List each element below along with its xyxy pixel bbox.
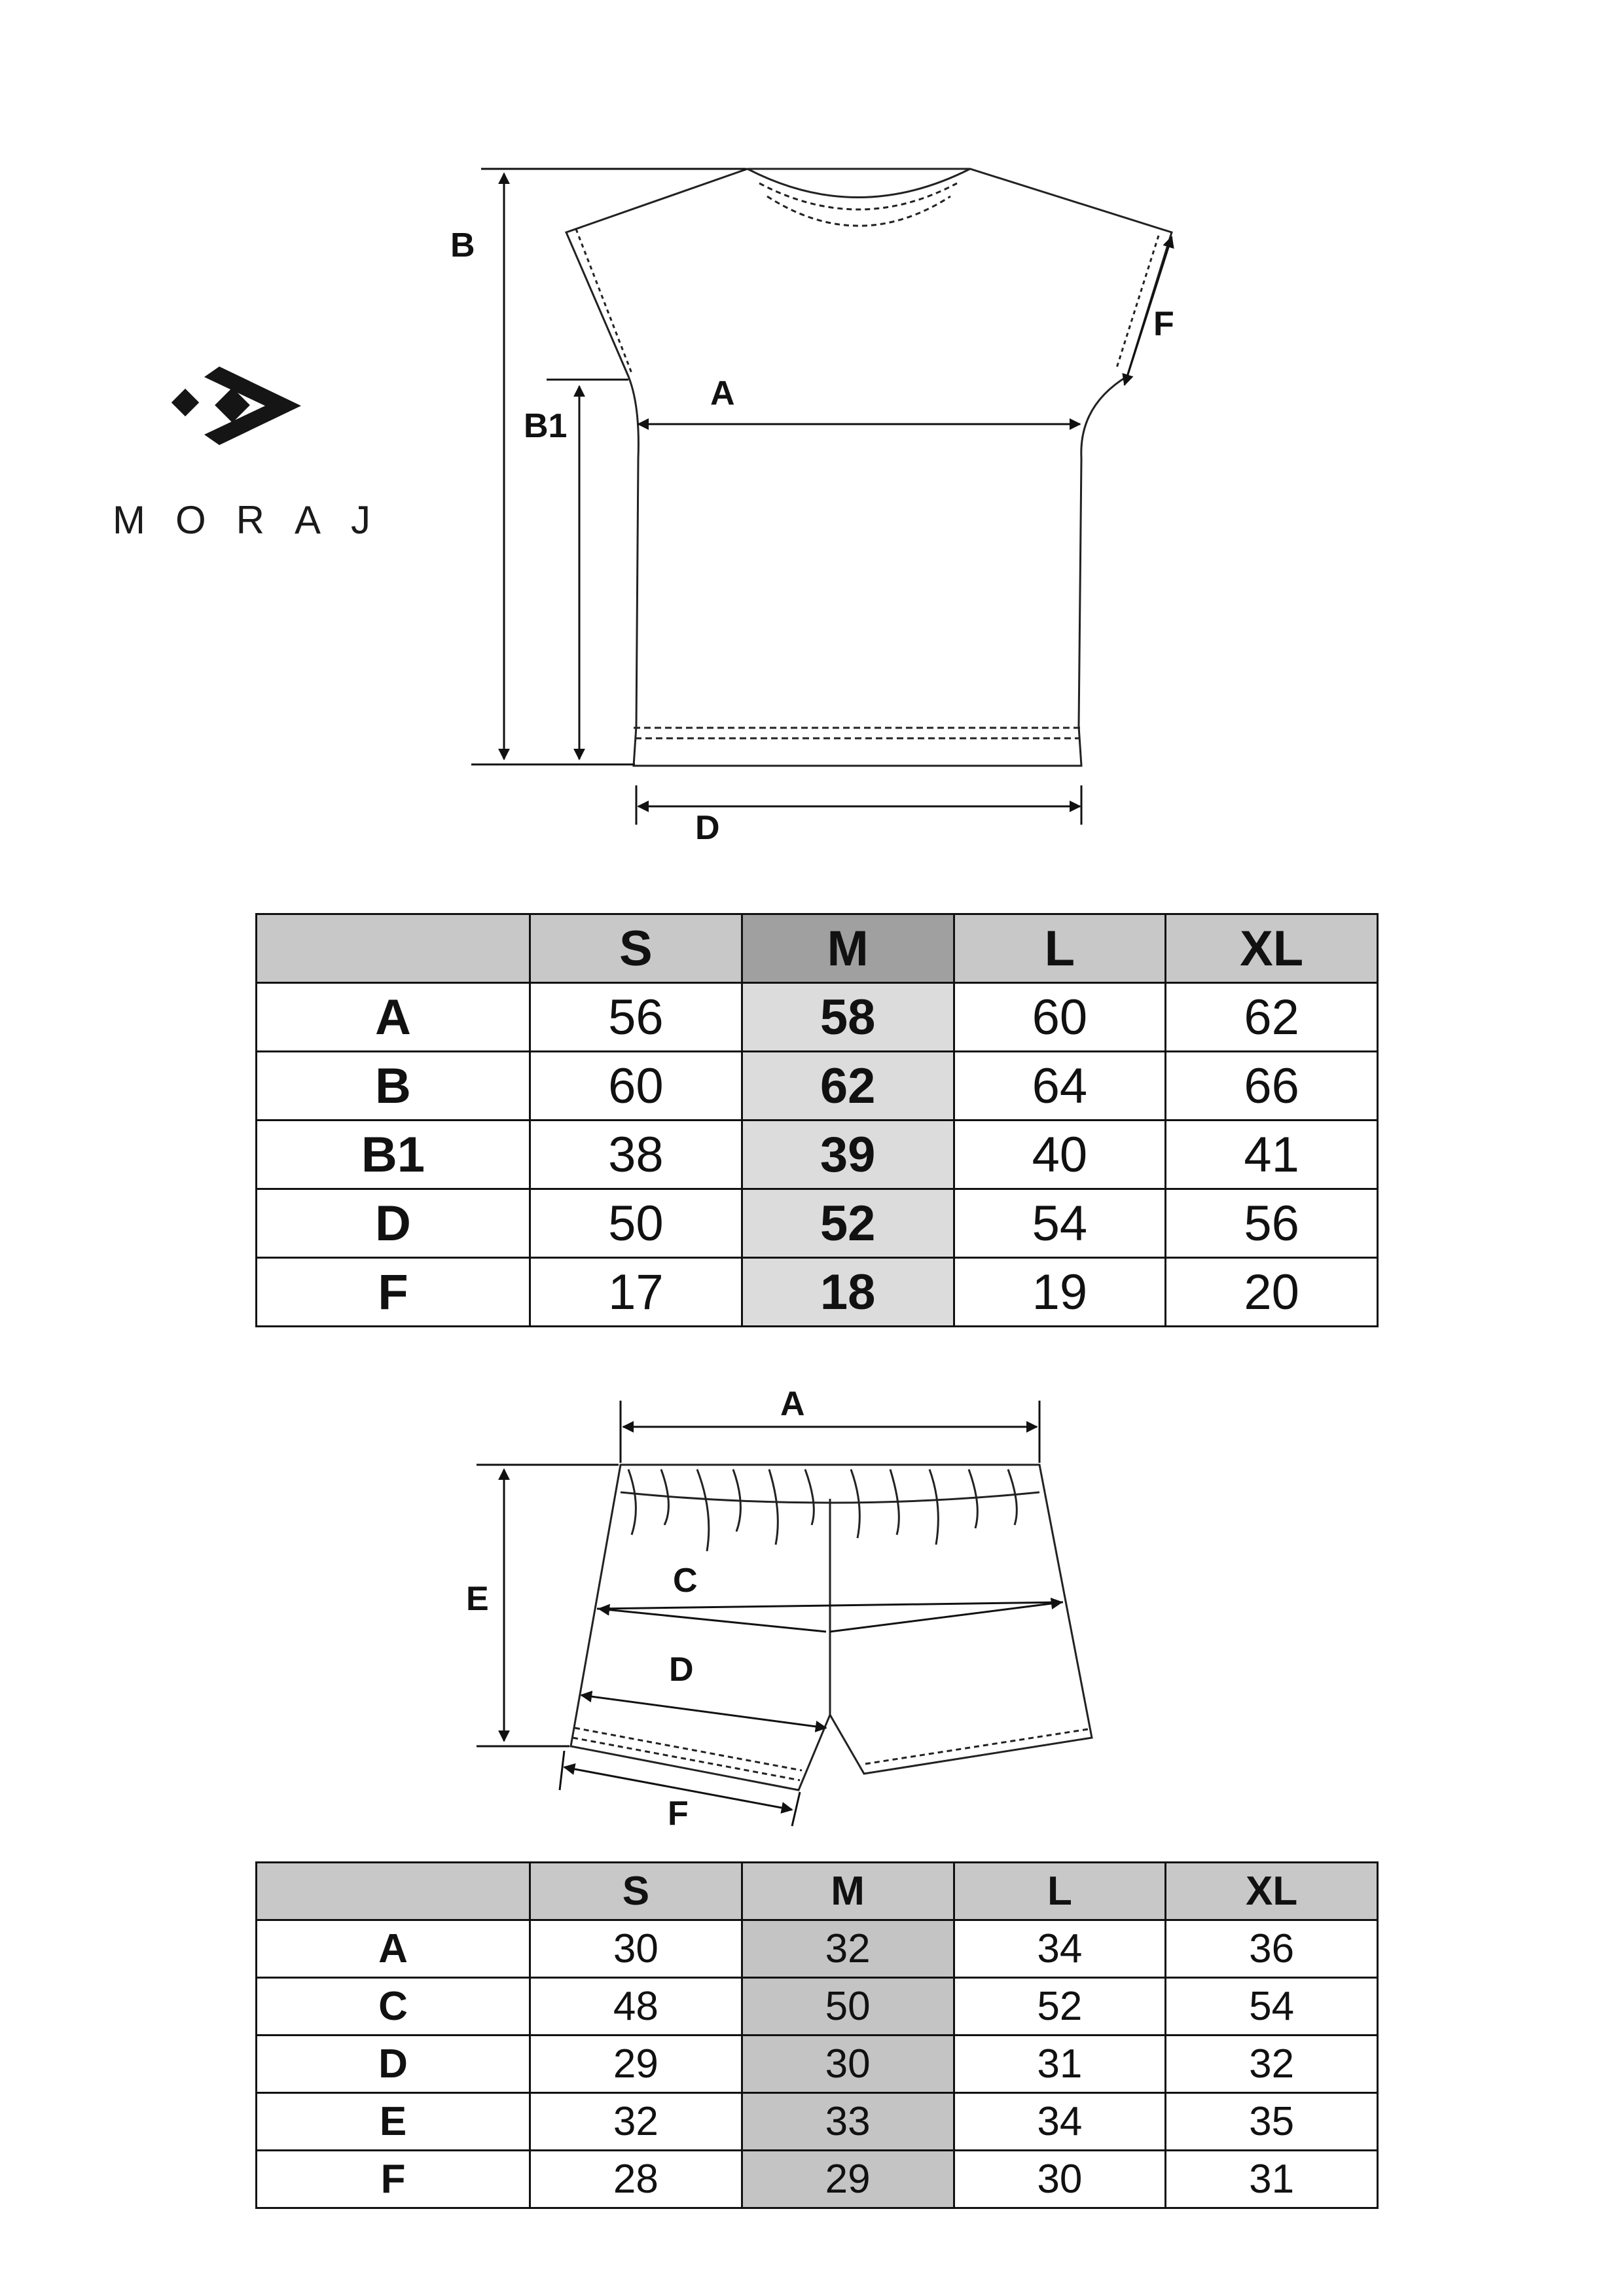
table-cell: 31 [954,2036,1166,2093]
tshirt-label-d: D [695,809,720,847]
table-cell: 52 [954,1978,1166,2036]
shorts-outline [571,1465,1092,1790]
table-cell: 39 [742,1121,954,1189]
table-row [257,983,1378,1052]
row-label: A [257,983,530,1052]
table-row [257,1121,1378,1189]
table-row [257,1052,1378,1121]
table-cell: 32 [1166,2036,1378,2093]
row-label: D [257,1189,530,1258]
row-label: B [257,1052,530,1121]
shorts-label-d: D [669,1651,694,1689]
table-cell: 29 [742,2151,954,2208]
table-row [257,1920,1378,1978]
table-cell: 41 [1166,1121,1378,1189]
table-header-row [257,914,1378,983]
shorts-label-f: F [668,1795,689,1833]
table-cell: 30 [742,2036,954,2093]
header-size-l: L [954,1863,1166,1920]
table-row [257,1978,1378,2036]
table-cell: 30 [954,2151,1166,2208]
table-cell: 50 [742,1978,954,2036]
table-row [257,1189,1378,1258]
shorts-drawing [0,1361,1624,1846]
table-cell: 40 [954,1121,1166,1189]
tshirt-size-table [255,913,1379,1327]
header-empty [257,914,530,983]
table-cell: 52 [742,1189,954,1258]
shorts-label-a: A [780,1385,805,1423]
table-cell: 62 [1166,983,1378,1052]
table-cell: 56 [1166,1189,1378,1258]
shorts-label-e: E [466,1580,489,1618]
table-row [257,2036,1378,2093]
header-size-xl: XL [1166,1863,1378,1920]
table-cell: 31 [1166,2151,1378,2208]
row-label: B1 [257,1121,530,1189]
table-cell: 38 [530,1121,742,1189]
shorts-size-table [255,1861,1379,2209]
table-cell: 17 [530,1258,742,1327]
header-size-l: L [954,914,1166,983]
row-label: E [257,2093,530,2151]
header-empty [257,1863,530,1920]
table-cell: 33 [742,2093,954,2151]
brand-name: MORAJ [113,498,401,542]
tshirt-outline [566,169,1172,766]
table-cell: 54 [954,1189,1166,1258]
table-row [257,2151,1378,2208]
table-cell: 60 [954,983,1166,1052]
table-cell: 36 [1166,1920,1378,1978]
table-cell: 54 [1166,1978,1378,2036]
table-cell: 20 [1166,1258,1378,1327]
header-size-s: S [530,914,742,983]
table-cell: 48 [530,1978,742,2036]
row-label: A [257,1920,530,1978]
table-cell: 28 [530,2151,742,2208]
table-cell: 35 [1166,2093,1378,2151]
tshirt-drawing [0,0,1624,877]
table-cell: 56 [530,983,742,1052]
header-size-s: S [530,1863,742,1920]
tshirt-label-b1: B1 [524,407,568,445]
table-cell: 62 [742,1052,954,1121]
row-label: F [257,2151,530,2208]
row-label: C [257,1978,530,2036]
table-cell: 66 [1166,1052,1378,1121]
table-row [257,1258,1378,1327]
table-cell: 32 [530,2093,742,2151]
table-cell: 18 [742,1258,954,1327]
row-label: D [257,2036,530,2093]
shorts-label-c: C [673,1562,698,1600]
table-header-row [257,1863,1378,1920]
tshirt-dimension-lines [471,169,1172,825]
row-label: F [257,1258,530,1327]
table-cell: 32 [742,1920,954,1978]
tshirt-label-b: B [450,226,475,264]
table-row [257,2093,1378,2151]
header-size-xl: XL [1166,914,1378,983]
tshirt-label-a: A [710,374,735,412]
header-size-m: M [742,914,954,983]
table-cell: 19 [954,1258,1166,1327]
table-cell: 58 [742,983,954,1052]
table-cell: 29 [530,2036,742,2093]
table-cell: 34 [954,1920,1166,1978]
table-cell: 30 [530,1920,742,1978]
header-size-m: M [742,1863,954,1920]
table-cell: 34 [954,2093,1166,2151]
table-cell: 50 [530,1189,742,1258]
tshirt-label-f: F [1153,305,1174,343]
table-cell: 64 [954,1052,1166,1121]
table-cell: 60 [530,1052,742,1121]
